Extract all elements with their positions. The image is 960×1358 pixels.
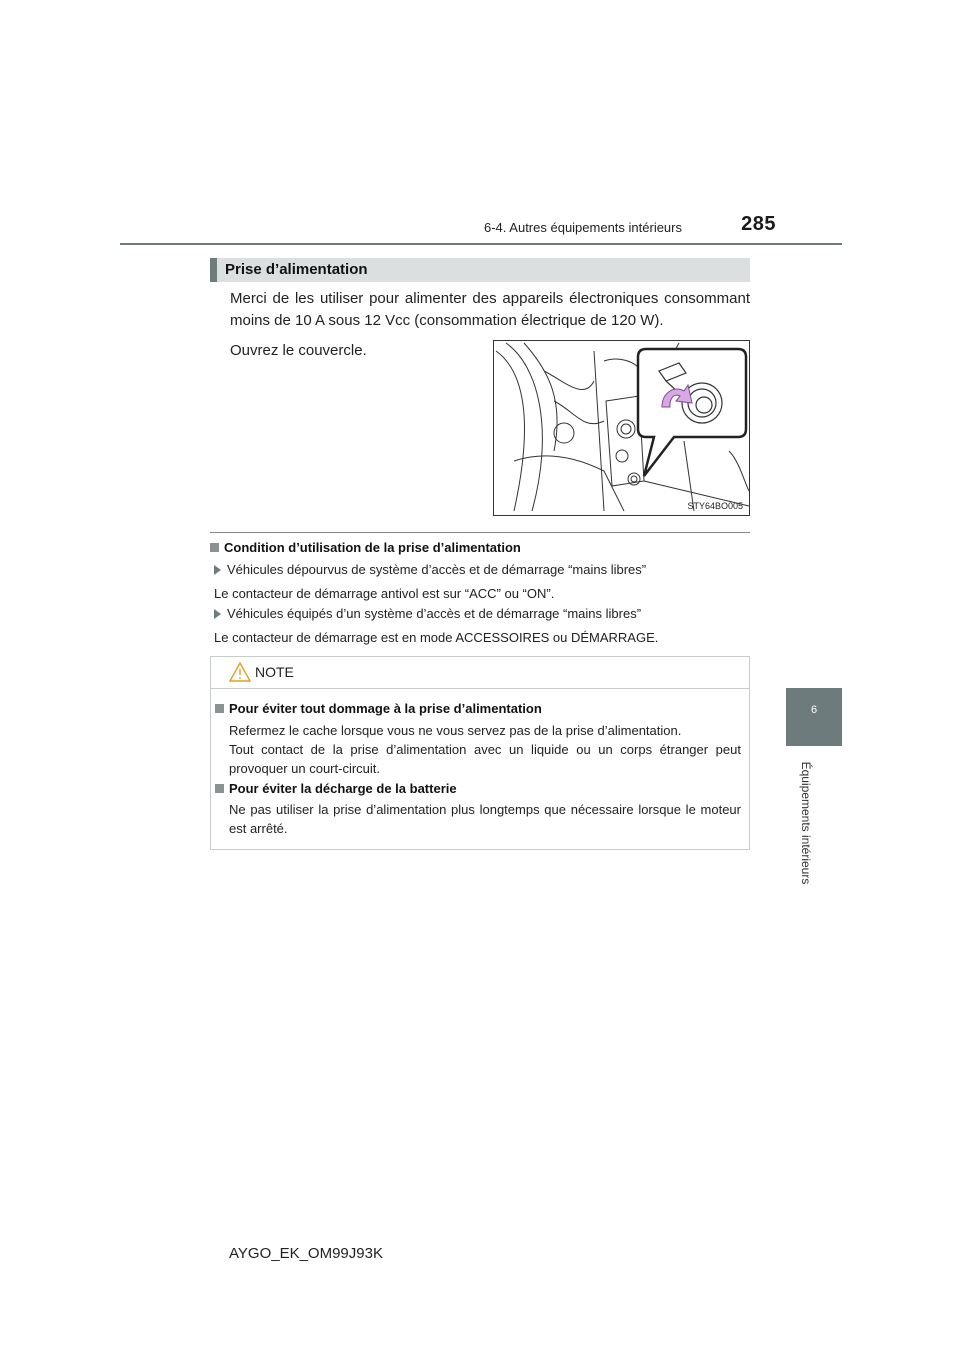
figure-caption: STY64BO005	[687, 501, 743, 511]
condition-item-2-text: Véhicules équipés d’un système d’accès et de démarrage “mains libres”	[227, 606, 642, 621]
condition-item-1	[214, 562, 646, 577]
note-item-2-title	[215, 781, 457, 796]
note-item-1-line-2: Tout contact de la prise d’alimentation avec un liquide ou un corps étranger peut provoquer un court-circuit.	[229, 742, 741, 776]
square-bullet-icon	[215, 704, 224, 713]
dashboard-line-drawing	[494, 341, 749, 515]
note-item-2-title-text: Pour éviter la décharge de la batterie	[229, 781, 457, 796]
note-item-1-line-1: Refermez le cache lorsque vous ne vous servez pas de la prise d’alimentation.	[229, 723, 682, 738]
section-divider	[210, 532, 750, 533]
header-rule	[120, 243, 842, 245]
section-title-bar	[210, 258, 750, 282]
intro-paragraph: Merci de les utiliser pour alimenter des appareils électroniques consommant moins de 10 A sous 12 Vcc (consommation électrique de 120 W).	[230, 290, 750, 329]
page-number: 285	[741, 213, 776, 235]
power-outlet-illustration	[493, 340, 750, 516]
chapter-tab	[786, 688, 842, 746]
square-bullet-icon	[210, 543, 219, 552]
chapter-number: 6	[810, 704, 818, 716]
condition-text-2: Le contacteur de démarrage est en mode ACCESSOIRES ou DÉMARRAGE.	[214, 630, 659, 645]
note-header	[211, 657, 749, 689]
condition-item-1-text: Véhicules dépourvus de système d’accès et de démarrage “mains libres”	[227, 562, 647, 577]
section-title-marker	[210, 258, 217, 282]
conditions-title	[210, 540, 521, 555]
chapter-label: Équipements intérieurs	[799, 761, 813, 885]
open-cover-instruction: Ouvrez le couvercle.	[230, 342, 367, 359]
triangle-bullet-icon	[214, 565, 221, 575]
condition-item-2	[214, 606, 641, 621]
section-title: Prise d’alimentation	[225, 261, 368, 278]
chapter-label-container	[786, 760, 813, 890]
triangle-bullet-icon	[214, 609, 221, 619]
note-item-1-title-text: Pour éviter tout dommage à la prise d’alimentation	[229, 701, 542, 716]
running-header-section: 6-4. Autres équipements intérieurs	[484, 220, 682, 235]
note-label: NOTE	[255, 664, 294, 680]
conditions-title-text: Condition d’utilisation de la prise d’alimentation	[224, 540, 521, 555]
note-item-1-title	[215, 701, 542, 716]
document-code: AYGO_EK_OM99J93K	[229, 1245, 383, 1262]
note-item-2-text: Ne pas utiliser la prise d’alimentation plus longtemps que nécessaire lorsque le moteur est arrêté.	[229, 802, 741, 836]
condition-text-1: Le contacteur de démarrage antivol est sur “ACC” ou “ON”.	[214, 586, 555, 601]
caution-triangle-icon	[229, 661, 251, 683]
square-bullet-icon	[215, 784, 224, 793]
note-box	[210, 656, 750, 850]
